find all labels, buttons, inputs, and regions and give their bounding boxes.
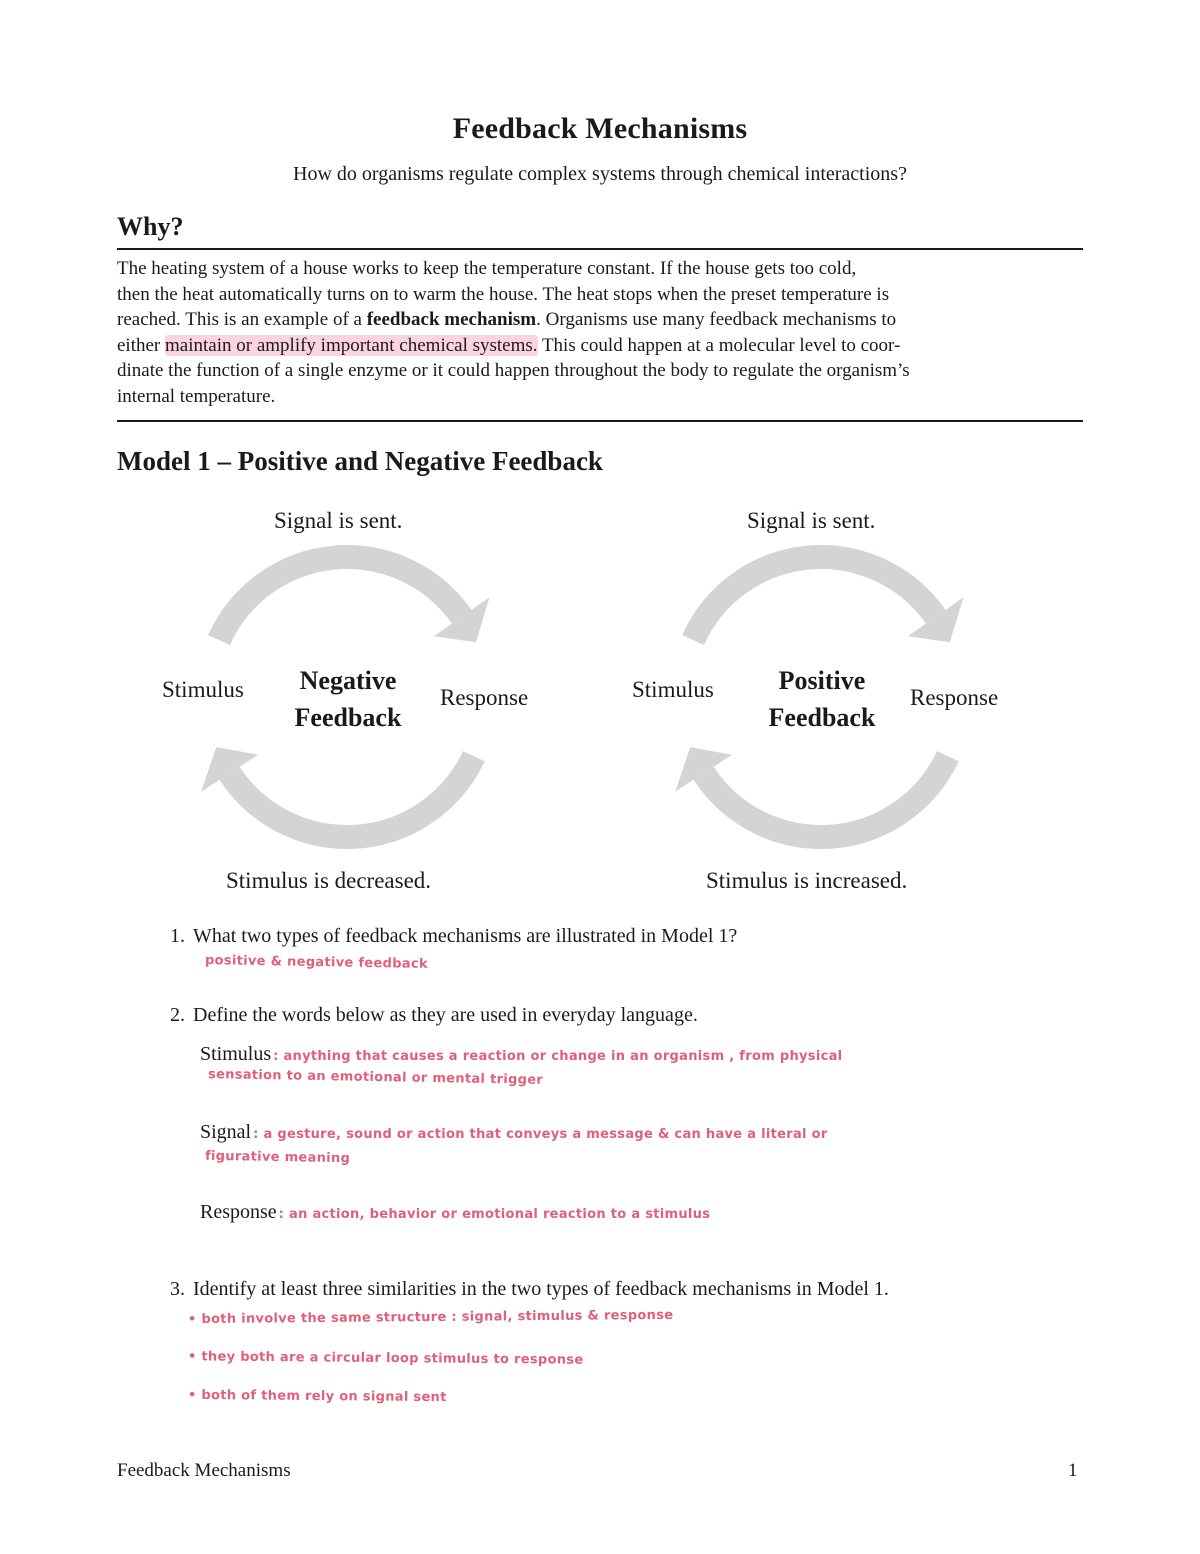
- answer-1: positive & negative feedback: [204, 953, 428, 972]
- response-definition: [200, 1201, 710, 1224]
- positive-feedback-label: Positive Feedback: [768, 666, 876, 732]
- cycle-arc-top: [219, 557, 462, 640]
- pos-response-label: Response: [910, 685, 999, 710]
- page-subtitle: How do organisms regulate complex systems through chemical interactions?: [293, 163, 907, 185]
- stimulus-answer-continued: sensation to an emotional or mental trigger: [207, 1067, 544, 1088]
- answer-3-item: • both of them rely on signal sent: [187, 1387, 447, 1406]
- question-2: 2. Define the words below as they are used in everyday language.: [170, 1004, 698, 1026]
- why-bottom-rule: [117, 420, 1083, 422]
- stimulus-definition: [200, 1043, 842, 1066]
- signal-answer: : a gesture, sound or action that conveys a message & can have a literal or: [253, 1127, 828, 1142]
- feedback-mechanism-term: feedback mechanism: [366, 309, 537, 330]
- neg-signal-label: Signal is sent.: [274, 508, 403, 533]
- why-line: dinate the function of a single enzyme or it could happen throughout the body to regulate the organism’s: [117, 360, 910, 381]
- cycle-arc-bottom: [230, 756, 474, 837]
- why-top-rule: [117, 248, 1083, 250]
- feedback-diagram: [0, 500, 1200, 920]
- neg-stimulus-decreased-label: Stimulus is decreased.: [226, 868, 432, 893]
- signal-term: Signal: [200, 1121, 252, 1143]
- stimulus-answer: : anything that causes a reaction or change in an organism , from physical: [273, 1049, 843, 1064]
- why-line: The heating system of a house works to keep the temperature constant. If the house gets too cold,: [117, 258, 857, 279]
- feedback-cycle-arrows: [0, 500, 1200, 920]
- signal-definition: [200, 1121, 828, 1144]
- page-number: 1: [1068, 1460, 1078, 1481]
- pos-signal-label: Signal is sent.: [747, 508, 876, 533]
- question-3: 3. Identify at least three similarities in the two types of feedback mechanisms in Model 1.: [170, 1278, 889, 1300]
- question-1: 1. What two types of feedback mechanisms are illustrated in Model 1?: [170, 925, 738, 947]
- neg-response-label: Response: [440, 685, 529, 710]
- why-line: either maintain or amplify important chemical systems. This could happen at a molecular level to coor-: [117, 334, 901, 356]
- stimulus-term: Stimulus: [200, 1043, 272, 1065]
- why-heading: Why?: [117, 212, 184, 241]
- model-heading: Model 1 – Positive and Negative Feedback: [117, 446, 603, 476]
- signal-answer-continued: figurative meaning: [204, 1148, 351, 1167]
- answer-3-item: • both involve the same structure : signal, stimulus & response: [187, 1307, 674, 1328]
- answer-3-item: • they both are a circular loop stimulus to response: [187, 1349, 584, 1368]
- pos-stimulus-label: Stimulus: [632, 677, 714, 702]
- pos-stimulus-increased-label: Stimulus is increased.: [706, 868, 908, 893]
- why-line: then the heat automatically turns on to warm the house. The heat stops when the preset temperature is: [117, 283, 890, 305]
- why-line: internal temperature.: [117, 385, 276, 407]
- why-paragraph: [117, 256, 1083, 409]
- cycle-arc-top: [693, 557, 936, 640]
- negative-feedback-label: Negative Feedback: [294, 666, 402, 732]
- why-line: reached. This is an example of a feedback mechanism. Organisms use many feedback mechanisms to: [117, 309, 897, 330]
- response-term: Response: [200, 1201, 277, 1223]
- neg-stimulus-label: Stimulus: [162, 677, 244, 702]
- page-title: Feedback Mechanisms: [452, 112, 748, 145]
- cycle-arc-bottom: [704, 756, 948, 837]
- footer-title: Feedback Mechanisms: [117, 1460, 291, 1481]
- highlighted-text: maintain or amplify important chemical systems.: [165, 334, 538, 356]
- response-answer: : an action, behavior or emotional reaction to a stimulus: [278, 1207, 711, 1222]
